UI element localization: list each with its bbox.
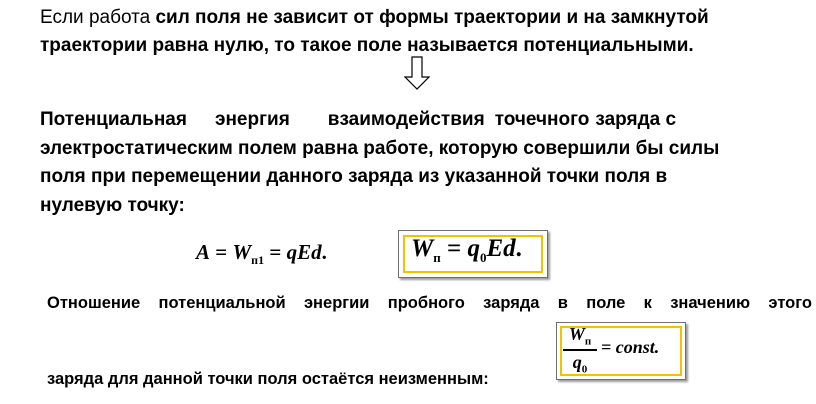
paragraph2-word: Потенциальная [40,109,187,130]
formula1-rhs: qEd [286,240,322,264]
formula-ratio-frame [556,322,686,380]
formula2-sub: п [433,250,441,265]
formula-work-equals-energy [196,240,327,268]
formula2-W: W [411,235,434,262]
fraction-denominator-sub: 0 [581,363,588,376]
paragraph2-word: энергия [214,109,290,130]
paragraph1-normal-text: Если работа [40,7,156,28]
paragraph2-word: взаимодействия [327,109,485,130]
formula2-eq: = [440,235,468,262]
paragraph2-line4: нулевую точку: [40,194,185,216]
down-arrow-outline-icon [404,56,430,90]
formula1-W: W [232,240,252,264]
paragraph1-bold-text: сил поля не зависит от формы траектории и на замкнутой траектории равна нулю, то такое поле называется потенциальными. [40,7,709,56]
formula2-qsub: 0 [479,250,487,265]
formula1-eq1: = [210,240,233,264]
formula-ratio-fraction [563,324,597,375]
formula1-eq2: = [264,240,287,264]
formula1-dot: . [321,240,327,264]
formula1-sub: п1 [251,253,265,268]
fraction-numerator-W: W [568,324,585,344]
formula-ratio-const: = const. [601,337,660,357]
fraction-numerator [563,324,597,351]
paragraph2-line2: электростатическим полем равна работе, которую совершили бы силы [40,137,720,159]
paragraph-potential-field-definition [40,4,800,60]
paragraph2-line3: поля при перемещении данного заряда из указанной точки поля в [40,166,668,187]
formula1-A: A [196,240,211,264]
fraction-denominator [563,351,597,376]
paragraph-potential-energy-definition [40,106,805,220]
paragraph-ratio-statement-end: заряда для данной точки поля остаётся неизменным: [47,370,489,388]
paragraph2-word: заряда с [595,109,677,130]
fraction-denominator-q: q [572,351,582,372]
formula-potential-energy [411,235,522,266]
paragraph-ratio-statement: Отношение потенциальной энергии пробного заряда в поле к значению этого [47,294,812,312]
paragraph2-word: точечного [494,109,590,130]
formula2-dot: . [515,235,522,262]
formula2-q: q [467,235,480,262]
formula2-rhs: Ed [486,235,516,262]
fraction-numerator-sub: п [584,335,592,348]
formula-energy-frame [398,230,548,278]
paragraph2-line1 [40,106,805,135]
